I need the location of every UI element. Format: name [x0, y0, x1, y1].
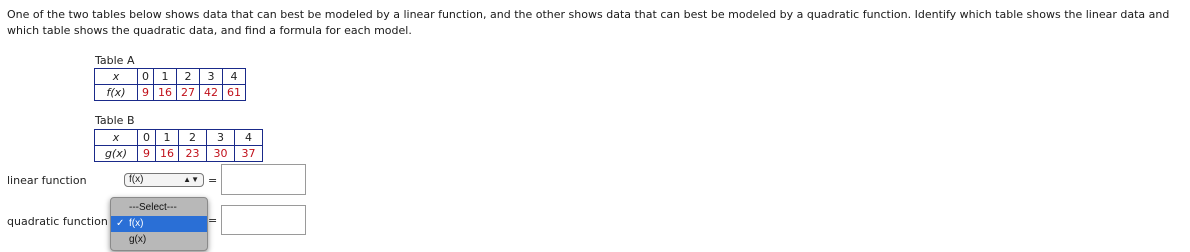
table-a-y-header: f(x) [95, 85, 138, 101]
table-b [94, 129, 263, 162]
linear-function-select[interactable] [124, 173, 204, 187]
table-b-x-cell: 0 [138, 130, 156, 146]
linear-equals-sign: = [208, 174, 218, 187]
problem-statement: One of the two tables below shows data that can best be modeled by a linear function, and the other shows data that can best be modeled by a quadratic function. Identify which table shows the linear data and which table shows the quadratic data, and find a formula for each model. [7, 8, 1170, 37]
table-a [94, 68, 246, 101]
dropdown-option-label: f(x) [129, 218, 144, 229]
quadratic-equals-sign: = [208, 214, 218, 227]
quadratic-function-dropdown-menu[interactable] [110, 197, 208, 251]
table-b-y-cell: 16 [156, 146, 179, 162]
linear-formula-input[interactable] [221, 164, 306, 195]
table-b-caption: Table B [95, 114, 135, 127]
dropdown-option-gx[interactable] [111, 232, 207, 248]
table-b-y-row [95, 146, 263, 162]
table-a-y-cell: 27 [177, 85, 200, 101]
table-b-x-cell: 4 [235, 130, 263, 146]
dropdown-option-select[interactable] [111, 200, 207, 216]
table-a-x-header: x [95, 69, 138, 85]
dropdown-option-fx[interactable] [111, 216, 207, 232]
table-b-y-cell: 9 [138, 146, 156, 162]
table-b-y-cell: 23 [179, 146, 207, 162]
table-b-x-cell: 1 [156, 130, 179, 146]
quadratic-formula-input[interactable] [221, 205, 306, 235]
dropdown-option-label: ---Select--- [129, 202, 177, 213]
table-b-x-header: x [95, 130, 138, 146]
table-b-x-row [95, 130, 263, 146]
table-a-y-cell: 42 [200, 85, 223, 101]
table-a-y-cell: 9 [138, 85, 154, 101]
table-a-x-cell: 3 [200, 69, 223, 85]
table-b-y-header: g(x) [95, 146, 138, 162]
dropdown-option-label: g(x) [129, 234, 147, 245]
table-a-x-cell: 1 [154, 69, 177, 85]
table-b-y-cell: 30 [207, 146, 235, 162]
select-arrows-icon: ▲▼ [183, 175, 199, 184]
table-b-x-cell: 3 [207, 130, 235, 146]
table-a-y-row [95, 85, 246, 101]
table-a-caption: Table A [95, 54, 135, 67]
table-a-x-cell: 0 [138, 69, 154, 85]
linear-function-label: linear function [7, 174, 87, 187]
quadratic-function-label: quadratic function [7, 215, 108, 228]
table-a-y-cell: 16 [154, 85, 177, 101]
table-b-x-cell: 2 [179, 130, 207, 146]
checkmark-icon: ✓ [116, 218, 125, 229]
table-a-y-cell: 61 [223, 85, 246, 101]
table-a-x-cell: 2 [177, 69, 200, 85]
linear-function-selected-value: f(x) [129, 174, 144, 185]
table-a-x-row [95, 69, 246, 85]
table-b-y-cell: 37 [235, 146, 263, 162]
table-a-x-cell: 4 [223, 69, 246, 85]
